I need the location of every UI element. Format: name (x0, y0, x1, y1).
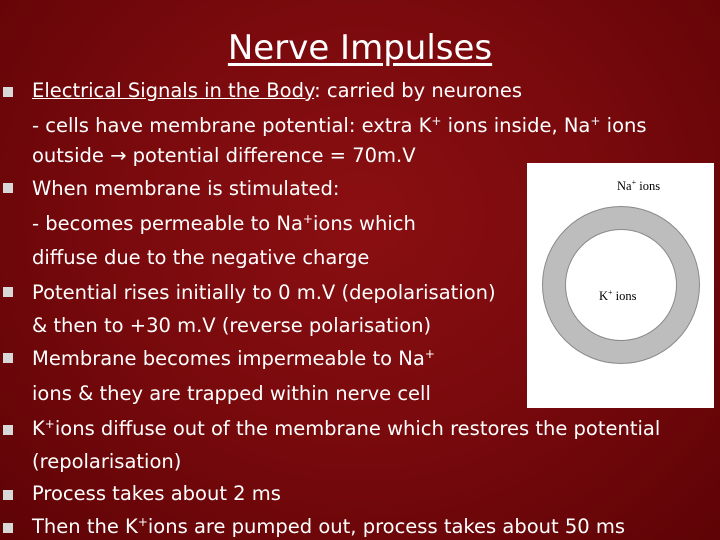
bullet-line-12 (32, 452, 181, 472)
outside-label-b: ions (636, 179, 661, 193)
electrical-signals-link[interactable]: Electrical Signals in the Body (32, 79, 315, 102)
inside-ions-label (599, 289, 637, 304)
bullet-line-7 (32, 283, 496, 303)
line-2-text-a: - cells have membrane potential: extra K (32, 114, 432, 137)
bullet-line-6 (32, 248, 369, 268)
line-10-text: ions & they are trapped within nerve cell (32, 382, 431, 405)
right-arrow-icon: → (110, 144, 127, 167)
line-14-text-a: Then the K (32, 515, 138, 538)
inside-label-b: ions (612, 289, 637, 303)
bullet-line-3 (32, 146, 416, 166)
bullet-line-11 (32, 419, 660, 439)
line-7-text: Potential rises initially to 0 m.V (depolarisation) (32, 281, 496, 304)
outside-ions-label (617, 179, 660, 194)
bullet-line-2 (32, 116, 647, 136)
line-5-text-a: - becomes permeable to Na (32, 212, 303, 235)
line-11-text-a: K (32, 417, 45, 440)
line-13-text: Process takes about 2 ms (32, 482, 281, 505)
bullet-marker (3, 87, 13, 97)
line-5-text-b: ions which (312, 212, 416, 235)
outside-label-a: Na (617, 179, 632, 193)
membrane-diagram (527, 163, 714, 408)
bullet-line-10 (32, 384, 431, 404)
bullet-line-13 (32, 484, 281, 504)
line-4-text: When membrane is stimulated: (32, 177, 340, 200)
line-1-rest: : carried by neurones (314, 79, 523, 102)
line-2-text-b: ions inside, Na (441, 114, 591, 137)
superscript: + (631, 178, 637, 187)
line-8-text: & then to +30 m.V (reverse polarisation) (32, 314, 432, 337)
slide-title: Nerve Impulses (227, 28, 493, 68)
bullet-marker (3, 287, 13, 297)
line-2-text-c: ions (600, 114, 647, 137)
superscript: + (137, 515, 148, 529)
bullet-line-1 (32, 81, 522, 101)
bullet-marker (3, 353, 13, 363)
bullet-marker (3, 490, 13, 500)
line-11-text-b: ions diffuse out of the membrane which restores the potential (54, 417, 661, 440)
bullet-line-9 (32, 349, 435, 369)
superscript: + (302, 212, 313, 226)
superscript: + (608, 288, 613, 297)
line-9-text-a: Membrane becomes impermeable to Na (32, 347, 425, 370)
inside-label-a: K (599, 289, 609, 303)
bullet-marker (3, 183, 13, 193)
superscript: + (431, 114, 442, 128)
cell-membrane-ring (542, 206, 700, 364)
line-14-text-b: ions are pumped out, process takes about 50 ms (147, 515, 625, 538)
superscript: + (424, 347, 435, 361)
superscript: + (590, 114, 601, 128)
line-6-text: diffuse due to the negative charge (32, 246, 370, 269)
bullet-marker (3, 523, 13, 533)
superscript: + (44, 417, 55, 431)
line-12-text: (repolarisation) (32, 450, 182, 473)
bullet-marker (3, 425, 13, 435)
bullet-line-8 (32, 316, 431, 336)
bullet-line-4 (32, 179, 339, 199)
bullet-line-5 (32, 214, 416, 234)
bullet-line-14 (32, 517, 625, 537)
line-3-text-a: outside (32, 144, 111, 167)
line-3-text-b: potential difference = 70m.V (126, 144, 416, 167)
cell-interior (565, 229, 677, 341)
